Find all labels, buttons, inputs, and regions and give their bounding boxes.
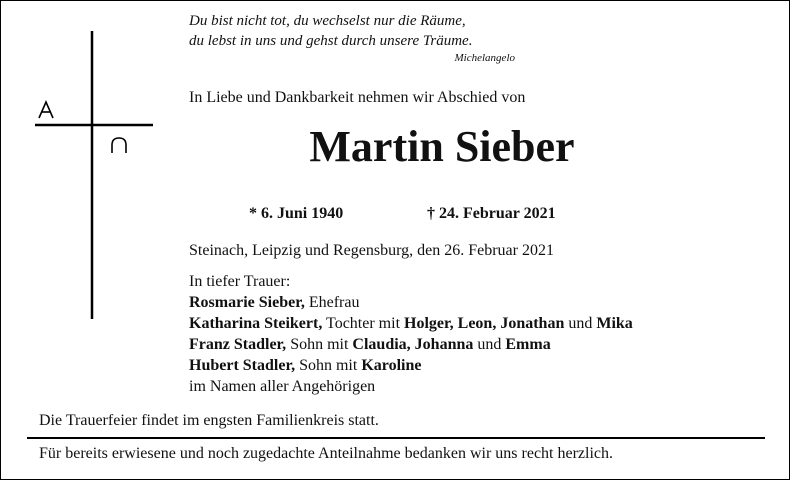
quote-line-2: du lebst in uns und gehst durch unsere Träume. bbox=[189, 33, 473, 49]
mourner-name: Katharina Steikert, bbox=[189, 315, 323, 332]
place-and-date: Steinach, Leipzig und Regensburg, den 26. Februar 2021 bbox=[189, 242, 554, 259]
mourner-name: Mika bbox=[596, 315, 633, 332]
thanks-note: Für bereits erwiesene und noch zugedachte Anteilnahme bedanken wir uns recht herzlich. bbox=[39, 445, 614, 462]
mourner-name: Franz Stadler, bbox=[189, 336, 287, 353]
birth-date: * 6. Juni 1940 bbox=[249, 205, 344, 222]
divider bbox=[27, 437, 765, 439]
mourner-line bbox=[189, 334, 749, 355]
mourner-relation: Tochter mit bbox=[322, 315, 405, 332]
mourner-name: Claudia, Johanna bbox=[352, 336, 474, 353]
quote-author: Michelangelo bbox=[454, 52, 515, 64]
mourner-name: Emma bbox=[505, 336, 551, 353]
mourner-line bbox=[189, 313, 749, 334]
intro-text: In Liebe und Dankbarkeit nehmen wir Abschied von bbox=[189, 89, 526, 106]
mourner-lines bbox=[189, 292, 749, 376]
mourner-relation: Ehefrau bbox=[304, 294, 360, 311]
mourners-list bbox=[189, 271, 749, 397]
quote-line-1: Du bist nicht tot, du wechselst nur die Räume, bbox=[189, 13, 466, 29]
mourner-relation: und bbox=[473, 336, 506, 353]
mourner-relation: Sohn mit bbox=[295, 357, 362, 374]
mourner-relation: und bbox=[564, 315, 597, 332]
mourner-relation: Sohn mit bbox=[286, 336, 353, 353]
epitaph-quote bbox=[189, 11, 519, 65]
ceremony-note: Die Trauerfeier findet im engsten Familienkreis statt. bbox=[39, 412, 379, 429]
mourner-name: Hubert Stadler, bbox=[189, 357, 296, 374]
mourner-name: Rosmarie Sieber, bbox=[189, 294, 305, 311]
mourner-name: Holger, Leon, Jonathan bbox=[404, 315, 565, 332]
mourners-closing: im Namen aller Angehörigen bbox=[189, 378, 376, 395]
deceased-name: Martin Sieber bbox=[309, 122, 575, 171]
mourner-line bbox=[189, 355, 749, 376]
mourners-heading: In tiefer Trauer: bbox=[189, 273, 291, 290]
alpha-icon bbox=[39, 102, 53, 118]
death-date: † 24. Februar 2021 bbox=[427, 205, 556, 222]
mourner-name: Karoline bbox=[361, 357, 422, 374]
mourner-line bbox=[189, 292, 749, 313]
